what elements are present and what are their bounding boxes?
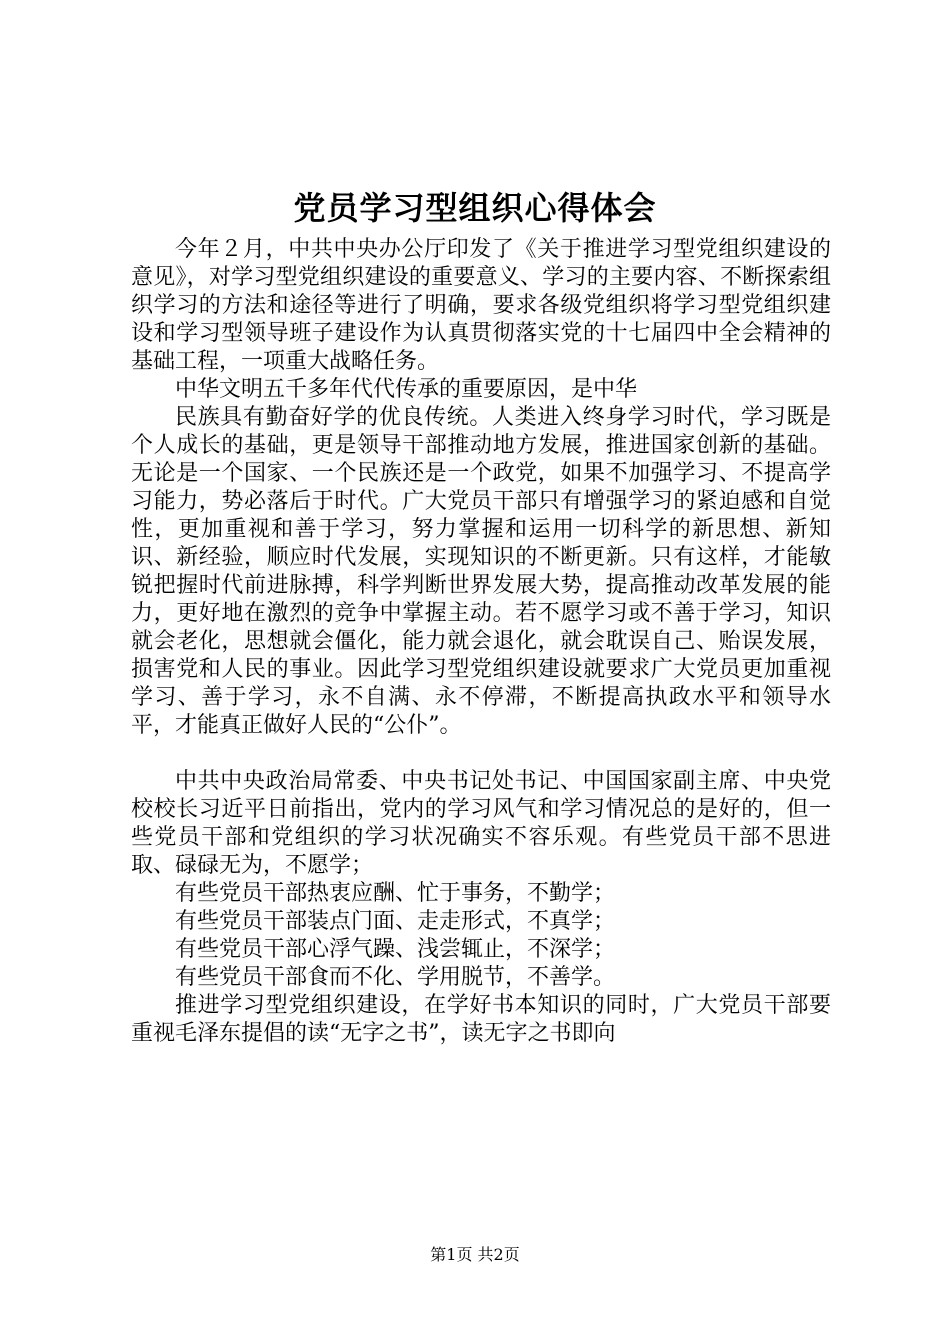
paragraph-6: 有些党员干部装点门面、走走形式，不真学； <box>175 909 616 934</box>
paragraph-3: 民族具有勤奋好学的优良传统。人类进入终身学习时代，学习既是个人成长的基础，更是领导干部推动地方发展，推进国家创新的基础。无论是一个国家、一个民族还是一个政党，如果不加强学习、不提高学习能力，势必落后于时代。广大党员干部只有增强学习的紧迫感和自觉性，更加重视和善于学习，努力掌握和运用一切科学的新思想、新知识、新经验，顺应时代发展，实现知识的不断更新。只有这样，才能敏锐把握时代前进脉搏，科学判断世界发展大势，提高推动改革发展的能力，更好地在激烈的竞争中掌握主动。若不愿学习或不善于学习，知识就会老化，思想就会僵化，能力就会退化，就会耽误自己、贻误发展，损害党和人民的事业。因此学习型党组织建设就要求广大党员更加重视学习、善于学习，永不自满、永不停滞，不断提高执政水平和领导水平，才能真正做好人民的“公仆”。 <box>131 405 831 738</box>
paragraph-9: 推进学习型党组织建设，在学好书本知识的同时，广大党员干部要重视毛泽东提倡的读“无字之书”，读无字之书即向 <box>131 993 831 1046</box>
paragraph-7: 有些党员干部心浮气躁、浅尝辄止，不深学； <box>175 937 616 962</box>
document-title: 党员学习型组织心得体会 <box>293 189 657 227</box>
paragraph-5: 有些党员干部热衷应酬、忙于事务，不勤学； <box>175 881 616 906</box>
paragraph-8: 有些党员干部食而不化、学用脱节，不善学。 <box>175 965 616 990</box>
paragraph-4: 中共中央政治局常委、中央书记处书记、中国国家副主席、中央党校校长习近平日前指出，党内的学习风气和学习情况总的是好的，但一些党员干部和党组织的学习状况确实不容乐观。有些党员干部不思进取、碌碌无为，不愿学； <box>131 769 831 878</box>
paragraph-gap <box>131 740 831 768</box>
document-body <box>131 236 831 1048</box>
paragraph-1: 今年２月，中共中央办公厅印发了《关于推进学习型党组织建设的意见》，对学习型党组织建设的重要意义、学习的主要内容、不断探索组织学习的方法和途径等进行了明确，要求各级党组织将学习型党组织建设和学习型领导班子建设作为认真贯彻落实党的十七届四中全会精神的基础工程，一项重大战略任务。 <box>131 237 831 374</box>
page-footer: 第1页 共2页 <box>430 1245 520 1264</box>
paragraph-2: 中华文明五千多年代代传承的重要原因，是中华 <box>175 377 638 402</box>
